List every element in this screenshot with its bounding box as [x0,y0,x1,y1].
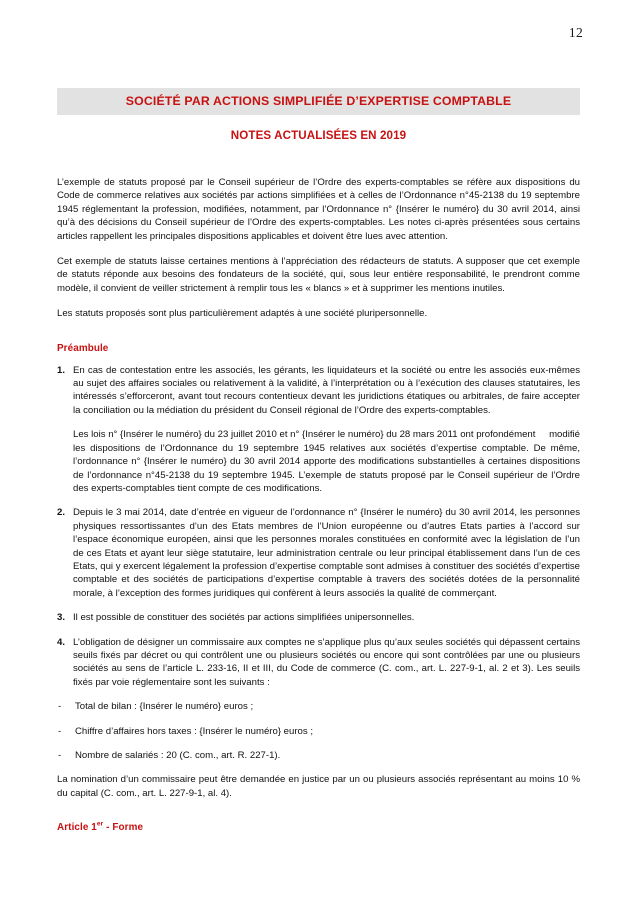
spread-line-left: Les lois n° {Insérer le numéro} du 23 juillet 2010 et n° {Insérer le numéro} du 28 mars 2011 ont profondément [73,429,536,441]
list-item [57,749,580,762]
intro-paragraph-3: Les statuts proposés sont plus particulièrement adaptés à une société pluripersonnelle. [57,308,428,320]
list-item-marker: 4. [57,636,66,648]
list-item-subtext: les dispositions de l’Ordonnance du 19 septembre 1945 relatives aux sociétés d’expertise comptable. De même, l’ordonnance n° {Insérer le numéro} du 30 avril 2014 apporte des modifications substantielles à certaines dispositions de l’ordonnance n°45-2138 du 19 septembre 1945. L’exemple de statuts proposé par le Conseil supérieur de l’Ordre des experts-comptables tient compte de ces modifications. [73,442,580,494]
list-item-text: Chiffre d’affaires hors taxes : {Insérer le numéro} euros ; [75,725,314,737]
list-item-marker: 2. [57,507,66,519]
article-heading [57,822,580,834]
list-item-text: Depuis le 3 mai 2014, date d’entrée en vigueur de l’ordonnance n° {Insérer le numéro} du 30 avril 2014, les personnes physiques ressortissantes d’un des Etats membres de l’Union européenne ou d’autres Etats parties à l’accord sur l’espace économique européen, ainsi que les personnes morales constituées en conformité avec la législation de l’un de ces Etats et ayant leur siège statutaire, leur administration centrale ou leur principal établissement dans l’un de ces Etats, qui y exercent légalement la profession d’expertise comptable sont admises à constituer des sociétés d’expertise comptable et des sociétés de participations d’expertise comptable à travers des sociétés dotées de la personnalité morale, à l’exception des formes juridiques qui confèrent à leurs associés la qualité de commerçant. [73,507,580,599]
list-item-text: Total de bilan : {Insérer le numéro} euros ; [75,701,254,713]
list-item [57,611,580,624]
page-content [57,0,580,843]
list-item-text: Il est possible de constituer des sociétés par actions simplifiées unipersonnelles. [73,612,415,624]
list-item [57,364,580,496]
document-title-banner [57,88,580,115]
list-item-text: Nombre de salariés : 20 (C. com., art. R. 227-1). [75,750,281,761]
list-item [57,700,580,713]
thresholds-list [57,700,580,762]
preambule-list [57,364,580,690]
article-heading-suffix: - Forme [103,822,144,834]
dash-bullet-icon: - [58,725,62,737]
justified-spread-line [73,428,580,441]
dash-bullet-icon: - [58,701,62,713]
dash-bullet-icon: - [58,750,62,761]
list-item [57,725,580,738]
page-number: 12 [568,25,583,40]
list-item-subparagraph [73,428,580,495]
spread-line-right: modifié [549,429,580,441]
list-item-text: L’obligation de désigner un commissaire aux comptes ne s’applique plus qu’aux seules sociétés qui dépassent certains seuils fixés par décret ou qui contrôlent une ou plusieurs sociétés ou encore qui sont contrôlées par une ou plusieurs sociétés au sens de l’article L. 233-16, II et III, du Code de commerce (C. com., art. L. 227-9-1, al. 2 et 3). Les seuils fixés par voie réglementaire sont les suivants : [73,636,580,688]
document-title: SOCIÉTÉ PAR ACTIONS SIMPLIFIÉE D’EXPERTISE COMPTABLE [125,94,512,108]
article-heading-ordinal-suffix: er [96,820,104,828]
intro-paragraph-2: Cet exemple de statuts laisse certaines mentions à l’appréciation des rédacteurs de statuts. A supposer que cet exemple de statuts réponde aux besoins des fondateurs de la société, qui, sous leur entière responsabilité, le prendront comme modèle, il convient de veiller strictement à remplir tous les « blancs » et à supprimer les mentions inutiles. [57,256,580,294]
list-item-marker: 1. [57,364,66,376]
article-heading-prefix: Article 1 [57,822,97,834]
list-item [57,636,580,690]
list-item-marker: 3. [57,612,66,624]
preambule-closing-paragraph: La nomination d’un commissaire peut être demandée en justice par un ou plusieurs associés représentant au moins 10 % du capital (C. com., art. L. 227-9-1, al. 4). [57,774,580,799]
document-subtitle: NOTES ACTUALISÉES EN 2019 [230,129,407,142]
list-item-text: En cas de contestation entre les associés, les gérants, les liquidateurs et la société ou entre les associés eux-mêmes au sujet des affaires sociales ou relativement à la validité, à l’interprétation ou à l’exécution des clauses statutaires, les intéressés s’efforceront, avant tout recours contentieux devant les juridictions étatiques ou arbitrales, de faire accepter la conciliation ou la médiation du président du Conseil régional de l’Ordre des experts-comptables. [73,364,580,416]
intro-section [57,176,580,321]
list-item [57,506,580,600]
intro-paragraph-1: L’exemple de statuts proposé par le Conseil supérieur de l’Ordre des experts-comptables se réfère aux dispositions du Code de commerce relatives aux sociétés par actions simplifiées et à celles de l’Ordonnance n°45-2138 du 19 septembre 1945 réglementant la profession, modifiées, notamment, par l’Ordonnance n° {Insérer le numéro} du 30 avril 2014, ainsi qu’à des décisions du Conseil supérieur de l’Ordre des experts-comptables. Les notes ci-après présentées sous certains articles rappellent les principales dispositions applicables et doivent être lues avec attention. [57,177,580,242]
preambule-heading: Préambule [57,342,109,354]
